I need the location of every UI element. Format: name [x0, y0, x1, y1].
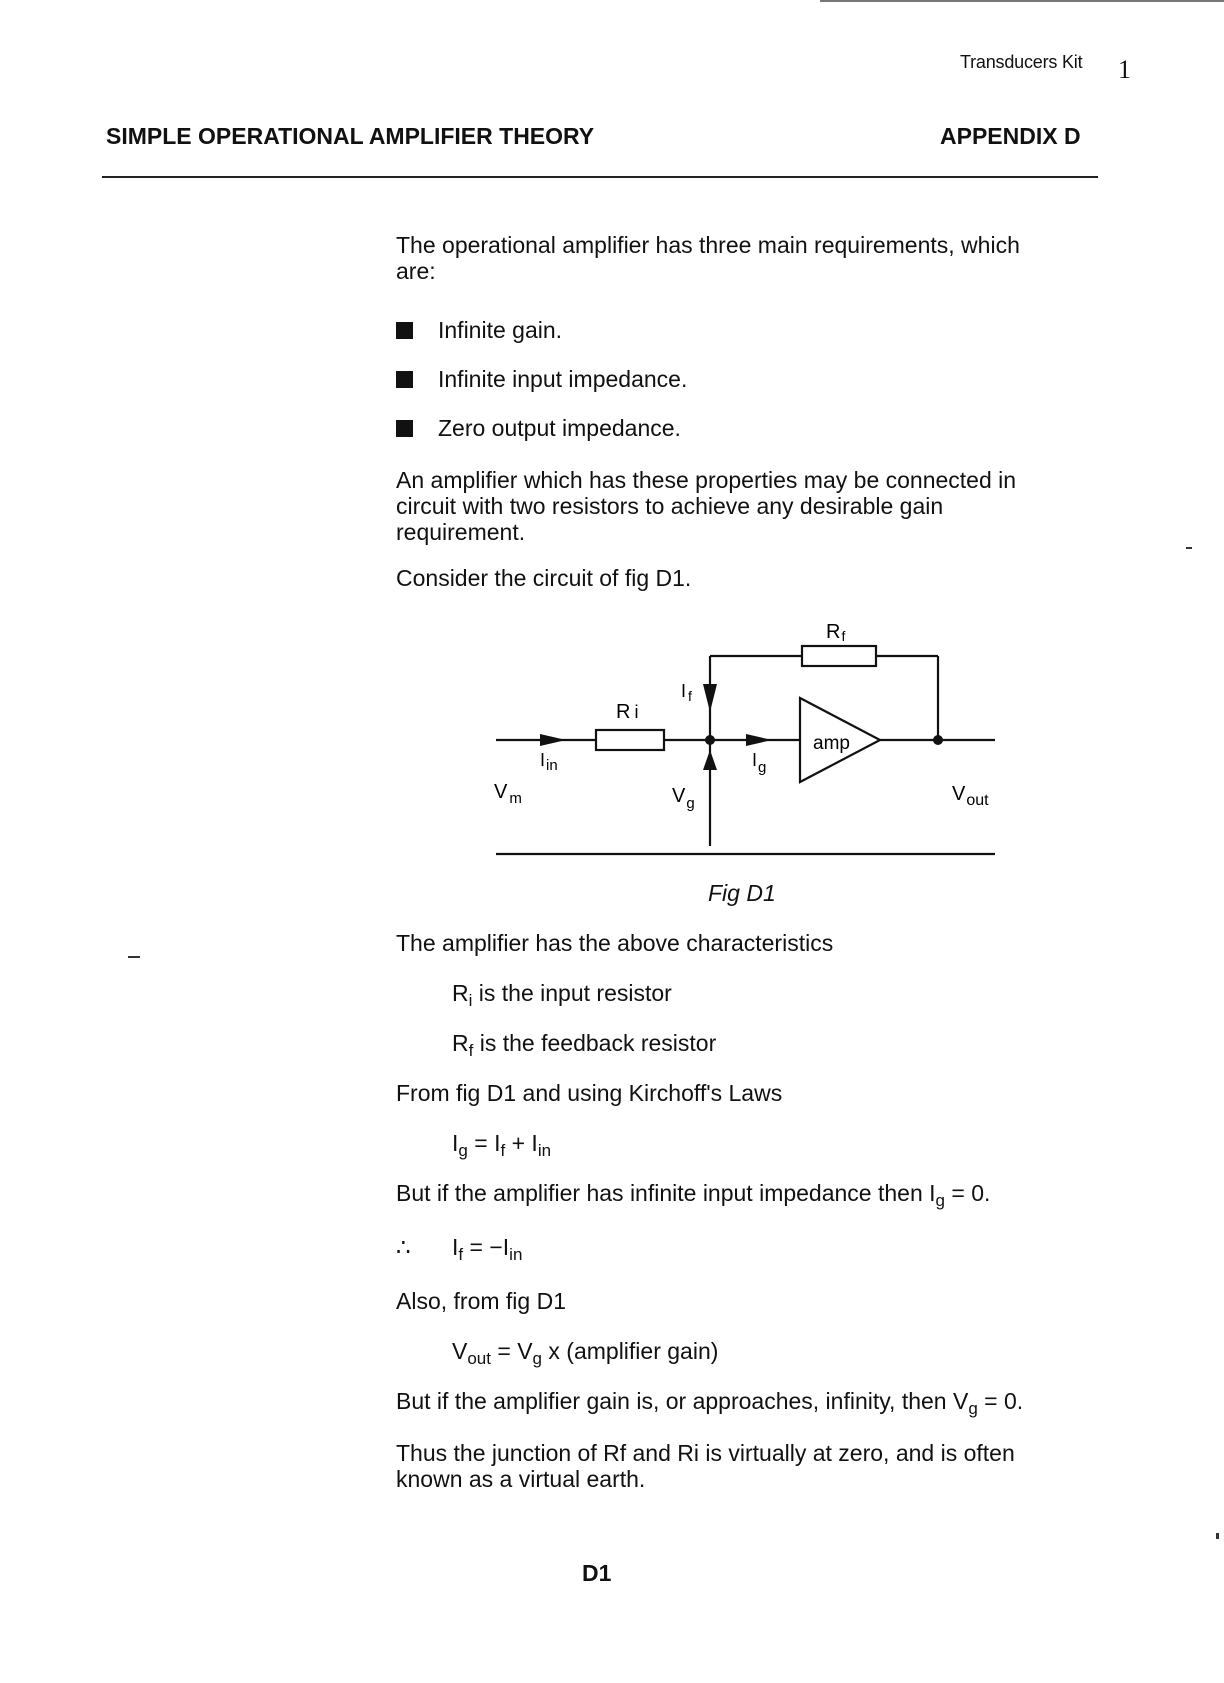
ri-subscript: i: [468, 991, 473, 1010]
impedance-sub: g: [935, 1191, 946, 1210]
page-number: 1: [1118, 55, 1131, 84]
gain-infinity-statement: [396, 1388, 1023, 1422]
equation-current-negation: [452, 1234, 522, 1268]
iin-arrow-icon: [540, 734, 566, 746]
rf-symbol: R: [452, 1030, 469, 1056]
running-title: Transducers Kit: [960, 52, 1083, 72]
ri-definition-text: is the input resistor: [472, 980, 672, 1006]
footer-page-label: D1: [582, 1560, 612, 1586]
rf-resistor: [802, 646, 876, 666]
scan-speck: [128, 956, 140, 958]
rf-definition: [452, 1030, 716, 1064]
eq2-mid-sub: g: [532, 1349, 543, 1368]
eq2-lhs: V: [452, 1338, 468, 1364]
scan-speck: [1216, 1533, 1219, 1539]
paragraph-line: requirement.: [396, 519, 526, 545]
requirement-text: Infinite input impedance.: [438, 366, 688, 392]
requirement-text: Infinite gain.: [438, 317, 563, 343]
gain-end: = 0.: [977, 1388, 1024, 1414]
ri-symbol: R: [452, 980, 469, 1006]
paragraph-line: An amplifier which has these properties may be connected in: [396, 467, 1017, 493]
therefore-symbol: ∴: [396, 1234, 411, 1260]
amp-label: amp: [813, 733, 850, 754]
equation-current-sum: [452, 1130, 551, 1164]
vg-arrow-icon: [703, 750, 717, 770]
rf-definition-text: is the feedback resistor: [473, 1030, 717, 1056]
kirchhoff-intro: From fig D1 and using Kirchoff's Laws: [396, 1080, 783, 1106]
intro-line: are:: [396, 258, 436, 284]
eq1-mid-sub: f: [500, 1141, 506, 1160]
output-node: [933, 735, 943, 745]
infinite-impedance-statement: [396, 1180, 990, 1214]
intro-line: The operational amplifier has three main requirements, which: [396, 232, 1020, 258]
eq1-lhs-sub: g: [458, 1141, 468, 1160]
vm-label: V $_m$: [494, 781, 522, 807]
ri-label: R i: [616, 701, 639, 723]
section-title: SIMPLE OPERATIONAL AMPLIFIER THEORY: [106, 123, 595, 149]
ri-definition: [452, 980, 672, 1014]
therefore-rhs-sub: in: [509, 1245, 523, 1264]
eq1-lhs: I: [452, 1130, 459, 1156]
iin-label: $I_{in}$: [540, 750, 558, 774]
ri-resistor: [596, 730, 664, 750]
impedance-end: = 0.: [945, 1180, 991, 1206]
virtual-earth-paragraph: [396, 1440, 1092, 1492]
ig-label: $I_g$: [752, 750, 767, 776]
gain-sub: g: [968, 1399, 978, 1418]
also-text: Also, from fig D1: [396, 1288, 566, 1314]
therefore-lhs-sub: f: [458, 1245, 464, 1264]
appendix-label: APPENDIX D: [940, 123, 1081, 149]
eq1-plus-sub: in: [537, 1141, 552, 1160]
if-label: I $_f$: [681, 681, 692, 704]
eq2-rhs: x (amplifier gain): [542, 1338, 719, 1364]
requirement-text: Zero output impedance.: [438, 415, 681, 441]
paragraph-line: Thus the junction of Rf and Ri is virtually at zero, and is often: [396, 1440, 1015, 1466]
eq2-lhs-sub: out: [467, 1349, 491, 1368]
if-arrow-icon: [703, 684, 717, 712]
equation-output-voltage: [452, 1338, 718, 1372]
eq1-mid: = I: [467, 1130, 501, 1156]
therefore-lhs: I: [452, 1234, 459, 1260]
rf-label: Rf: [826, 621, 846, 644]
characteristics-intro: The amplifier has the above characteristics: [396, 930, 834, 956]
impedance-text: But if the amplifier has infinite input impedance then I: [396, 1180, 936, 1206]
consider-text: Consider the circuit of fig D1.: [396, 565, 692, 591]
scan-speck: [1186, 547, 1192, 549]
vg-label: $V_g$: [672, 785, 695, 812]
figure-caption: Fig D1: [708, 880, 776, 906]
eq1-plus: + I: [505, 1130, 538, 1156]
junction-node: [705, 735, 715, 745]
ig-arrow-icon: [746, 734, 772, 746]
gain-text: But if the amplifier gain is, or approaches, infinity, then V: [396, 1388, 969, 1414]
rf-subscript: f: [468, 1041, 474, 1060]
paragraph-line: circuit with two resistors to achieve any desirable gain: [396, 493, 944, 519]
therefore-rhs: = −I: [463, 1234, 510, 1260]
paragraph-line: known as a virtual earth.: [396, 1466, 646, 1492]
eq2-mid: = V: [490, 1338, 533, 1364]
vout-label: $V_{out}$: [952, 783, 989, 809]
